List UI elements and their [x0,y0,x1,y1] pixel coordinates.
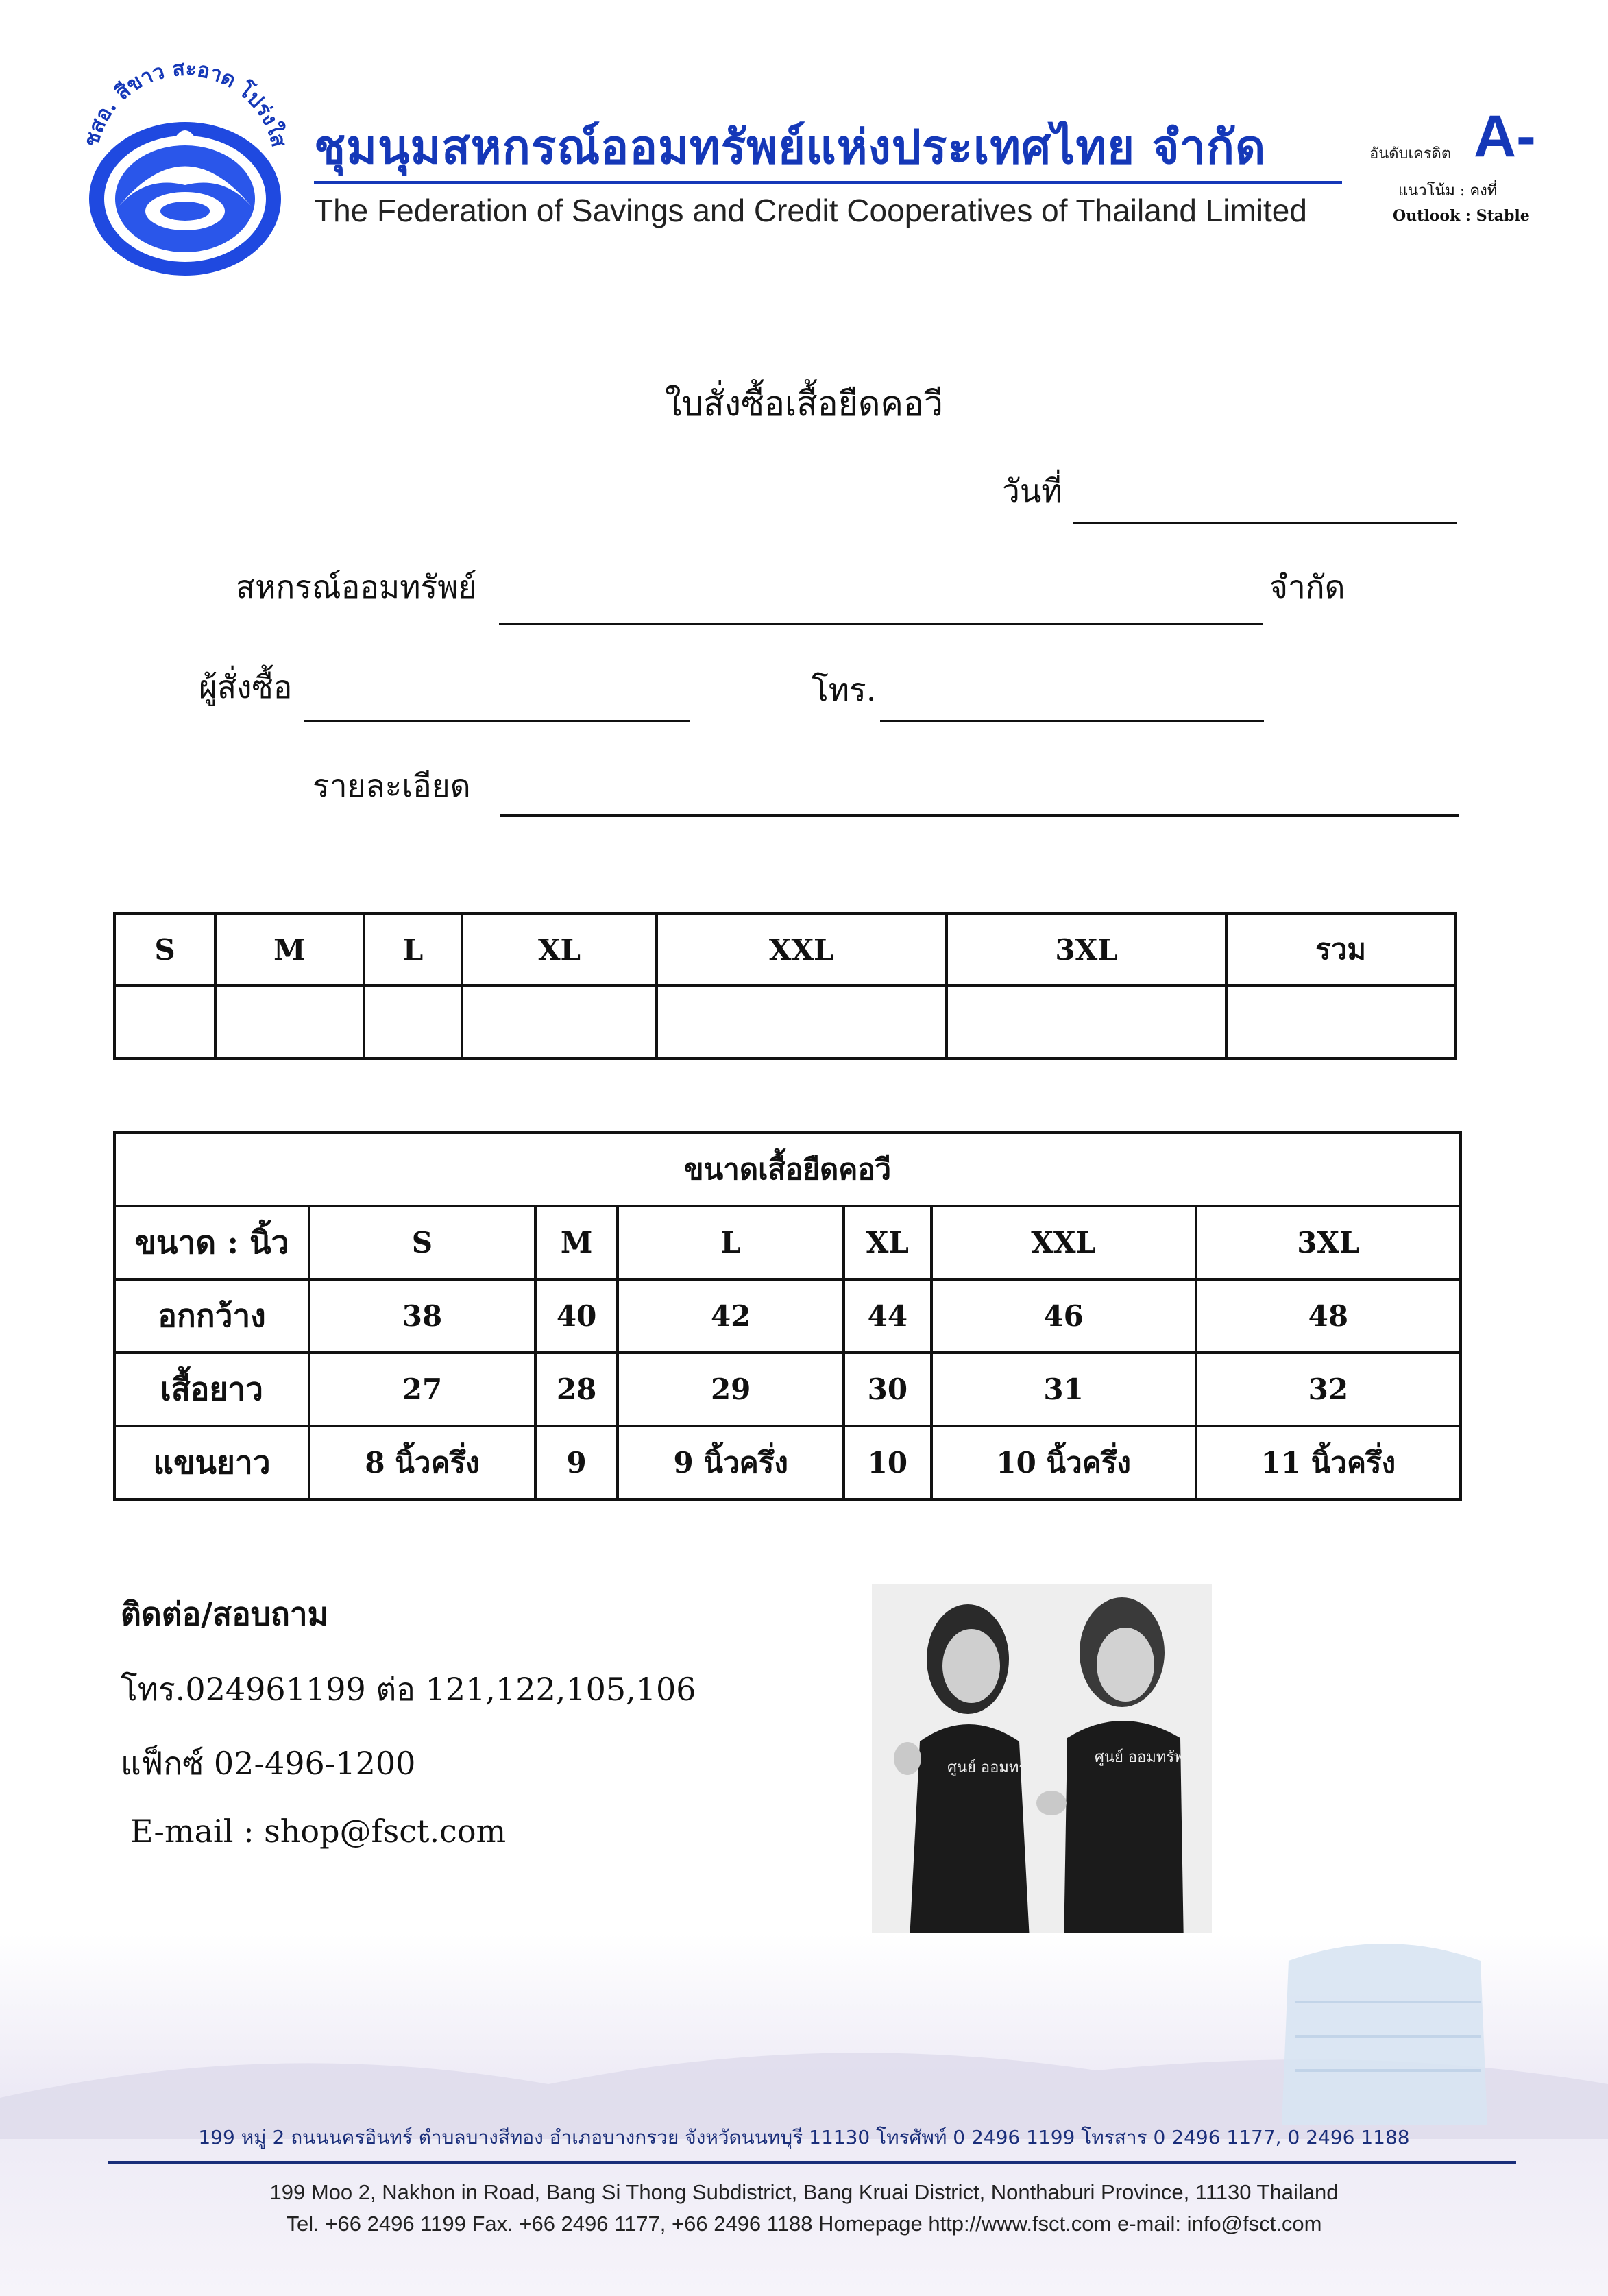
size-value: 9 นิ้วครึ่ง [618,1426,844,1499]
size-value: 10 [844,1426,931,1499]
rating-outlook: Outlook : Stable [1393,207,1530,225]
shirt-logo-text: ศูนย์ ออมทรัพย์ [1095,1749,1193,1766]
phone-field[interactable] [880,720,1264,722]
coop-label: สหกรณ์ออมทรัพย์ [236,568,477,605]
contact-email[interactable]: E-mail : shop@fsct.com [130,1813,507,1850]
org-name-thai: ชุมนุมสหกรณ์ออมทรัพย์แห่งประเทศไทย จำกัด [314,121,1267,175]
buyer-label: ผู้สั่งซื้อ [199,668,293,705]
size-row-sleeve [114,1426,1461,1499]
size-chart-title: ขนาดเสื้อยืดคอวี [114,1133,1461,1206]
order-header-cell: M [215,913,363,986]
order-header-cell: รวม [1226,913,1455,986]
row-label: เสื้อยาว [114,1353,309,1426]
footer-address-thai: 199 หมู่ 2 ถนนนครอินทร์ ตำบลบางสีทอง อำเภอบางกรวย จังหวัดนนทบุรี 11130 โทรศัพท์ 0 2496 1199 โทรสาร 0 2496 1177, 0 2496 1188 [198,2126,1410,2149]
size-value: 11 นิ้วครึ่ง [1196,1426,1461,1499]
order-header-cell: XL [462,913,656,986]
order-quantity-row [114,986,1455,1059]
quantity-cell-xl[interactable] [462,986,656,1059]
details-label: รายละเอียด [313,767,471,804]
rating-trend: แนวโน้ม : คงที่ [1398,182,1498,200]
size-row-length [114,1353,1461,1426]
credit-rating: A- [1474,104,1536,169]
size-value: 28 [535,1353,618,1426]
size-value: 40 [535,1279,618,1353]
size-header-cell: XL [844,1206,931,1279]
size-value: 29 [618,1353,844,1426]
size-header-cell: S [309,1206,535,1279]
size-header-label: ขนาด : นิ้ว [114,1206,309,1279]
contact-phone: โทร.024961199 ต่อ 121,122,105,106 [121,1671,696,1708]
size-value: 48 [1196,1279,1461,1353]
size-value: 8 นิ้วครึ่ง [309,1426,535,1499]
order-header-row [114,913,1455,986]
size-chart-title-row [114,1133,1461,1206]
rating-label: อันดับเครดิต [1369,145,1452,162]
size-value: 9 [535,1426,618,1499]
quantity-cell-s[interactable] [114,986,215,1059]
size-value: 42 [618,1279,844,1353]
contact-fax: แฟ็กซ์ 02-496-1200 [121,1745,416,1782]
quantity-cell-total[interactable] [1226,986,1455,1059]
size-value: 46 [931,1279,1196,1353]
size-value: 27 [309,1353,535,1426]
size-value: 30 [844,1353,931,1426]
details-field[interactable] [500,814,1459,817]
size-value: 31 [931,1353,1196,1426]
size-header-cell: 3XL [1196,1206,1461,1279]
size-value: 10 นิ้วครึ่ง [931,1426,1196,1499]
size-header-cell: XXL [931,1206,1196,1279]
order-header-cell: L [364,913,463,986]
size-row-chest [114,1279,1461,1353]
quantity-cell-xxl[interactable] [657,986,947,1059]
logo-slogan: ชสอ. สีขาว สะอาด โปร่งใส [79,56,291,150]
size-value: 32 [1196,1353,1461,1426]
phone-label: โทร. [812,671,877,708]
date-label: วันที่ [1002,472,1062,509]
quantity-cell-3xl[interactable] [947,986,1227,1059]
size-header-row [114,1206,1461,1279]
org-name-english: The Federation of Savings and Credit Cooperatives of Thailand Limited [314,193,1307,228]
order-header-cell: 3XL [947,913,1227,986]
order-header-cell: XXL [657,913,947,986]
fsct-logo [69,48,302,281]
row-label: แขนยาว [114,1426,309,1499]
footer-address-english: 199 Moo 2, Nakhon in Road, Bang Si Thong Subdistrict, Bang Kruai District, Nonthaburi Province, 11130 Thailand [269,2180,1339,2204]
footer-contact-english: Tel. +66 2496 1199 Fax. +66 2496 1177, +66 2496 1188 Homepage http://www.fsct.com e-mail: info@fsct.com [286,2212,1322,2236]
coop-suffix: จำกัด [1269,568,1345,605]
coop-name-field[interactable] [499,623,1263,625]
size-value: 38 [309,1279,535,1353]
quantity-cell-l[interactable] [364,986,463,1059]
quantity-cell-m[interactable] [215,986,363,1059]
footer-background [0,1933,1608,2296]
size-header-cell: M [535,1206,618,1279]
order-quantity-table [113,912,1457,1060]
form-title: ใบสั่งซื้อเสื้อยืดคอวี [664,384,943,424]
shirt-logo-text: ศูนย์ ออมทรัพย์ [947,1759,1046,1776]
size-value: 44 [844,1279,931,1353]
order-header-cell: S [114,913,215,986]
row-label: อกกว้าง [114,1279,309,1353]
contact-title: ติดต่อ/สอบถาม [121,1595,328,1632]
footer-divider [108,2161,1516,2164]
size-chart-table [113,1131,1462,1501]
date-field[interactable] [1073,522,1457,524]
models-photo [872,1584,1212,1977]
buyer-field[interactable] [304,720,690,722]
header-divider [314,181,1342,184]
size-header-cell: L [618,1206,844,1279]
